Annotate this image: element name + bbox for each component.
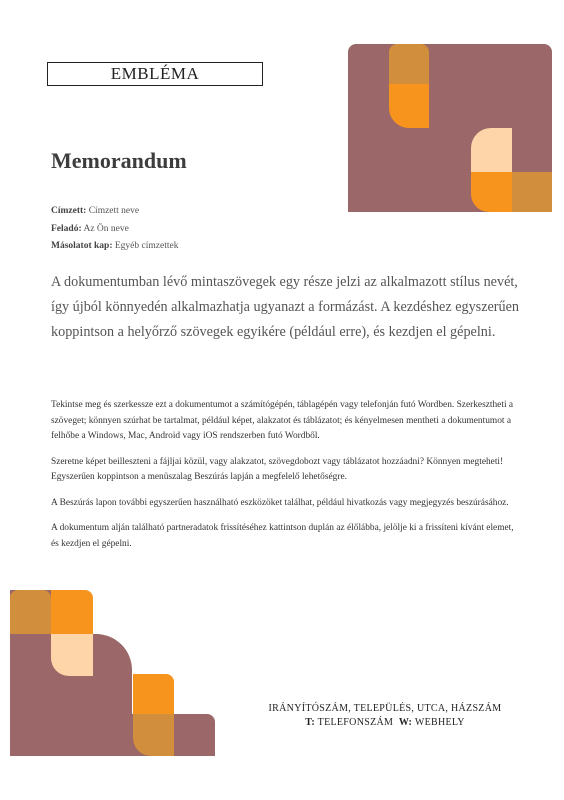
cc-row xyxy=(51,241,178,259)
phone-value: TELEFONSZÁM xyxy=(317,717,394,728)
logo-text: EMBLÉMA xyxy=(110,64,200,83)
recipient-row xyxy=(51,206,178,224)
deco-orange-block xyxy=(471,172,512,212)
deco-peach-block xyxy=(471,128,512,172)
body-paragraph[interactable]: Szeretne képet beilleszteni a fájljai közül, vagy alakzatot, szövegdobozt vagy táblázatot hozzáadni? Könnyen megteheti! Egyszerűen koppintson a menüszalag Beszúrás lapján a megfelelő lehetőségre. xyxy=(51,456,504,482)
decoration-top-right xyxy=(348,44,552,212)
phone-label: T: xyxy=(305,717,316,728)
deco-orange-block xyxy=(133,674,174,714)
deco-ochre-block xyxy=(133,714,174,756)
deco-ochre-block xyxy=(10,590,51,634)
sender-value[interactable]: Az Ön neve xyxy=(83,223,129,234)
footer-contact[interactable] xyxy=(240,702,530,730)
footer-address: IRÁNYÍTÓSZÁM, TELEPÜLÉS, UTCA, HÁZSZÁM xyxy=(268,703,502,714)
lead-paragraph[interactable]: A dokumentumban lévő mintaszövegek egy része jelzi az alkalmazott stílus nevét, így újból könnyedén alkalmazhatja ugyanazt a formázást. A kezdéshez egyszerűen koppintson a helyőrző szövegek egyikére (például erre), és kezdjen el gépelni. xyxy=(51,274,519,340)
deco-orange-block xyxy=(389,84,429,128)
page-title: Memorandum xyxy=(51,148,187,173)
recipient-label: Címzett: xyxy=(51,206,87,216)
body-paragraph[interactable]: A Beszúrás lapon további egyszerűen használható eszközöket találhat, például hivatkozás vagy megjegyzés beszúrásához. xyxy=(51,497,509,508)
memo-meta xyxy=(51,206,178,259)
body-text xyxy=(51,398,519,562)
body-paragraph[interactable]: Tekintse meg és szerkessze ezt a dokumentumot a számítógépén, táblagépén vagy telefonján futó Wordben. Szerkesztheti a szöveget; könnyen szúrhat be tartalmat, például képet, alakzatot és táblázatot; és kényelmesen mentheti a dokumentumot a felhőbe a Windows, Mac, Android vagy iOS rendszerben futó Wordből. xyxy=(51,400,514,441)
cc-value[interactable]: Egyéb címzettek xyxy=(114,241,179,251)
deco-orange-block xyxy=(51,590,93,634)
footer-phone-web xyxy=(240,716,530,730)
web-label: W: xyxy=(398,717,413,728)
recipient-value[interactable]: Címzett neve xyxy=(88,206,140,216)
deco-peach-block xyxy=(51,634,93,676)
deco-ochre-block xyxy=(389,44,429,84)
logo-placeholder[interactable] xyxy=(47,62,263,86)
decoration-bottom-left xyxy=(10,590,215,756)
web-value: WEBHELY xyxy=(414,717,465,728)
deco-ochre-block xyxy=(512,172,552,212)
sender-row xyxy=(51,224,178,242)
sender-label: Feladó: xyxy=(51,223,82,234)
body-paragraph[interactable]: A dokumentum alján található partneradatok frissítéséhez kattintson duplán az élőlábba, jelölje ki a frissíteni kívánt elemet, és kezdjen el gépelni. xyxy=(51,523,514,549)
cc-label: Másolatot kap: xyxy=(51,241,113,251)
